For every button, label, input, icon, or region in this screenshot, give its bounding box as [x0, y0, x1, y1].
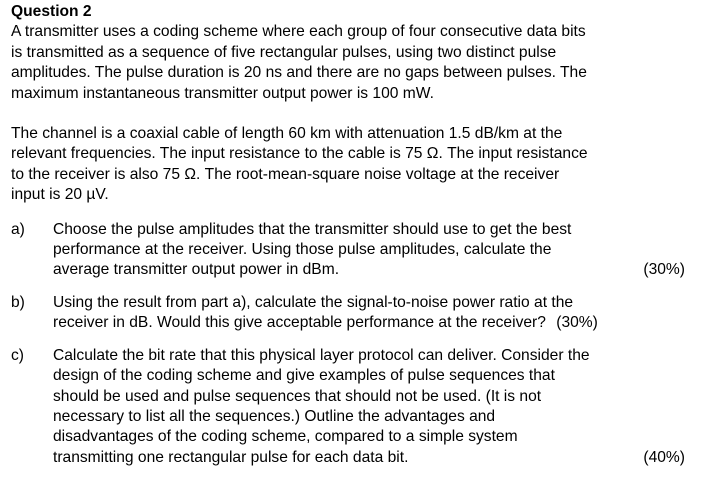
channel-line: to the receiver is also 75 Ω. The root-mean-square noise voltage at the receiver: [11, 165, 560, 183]
part-line: design of the coding scheme and give examples of pulse sequences that: [53, 367, 555, 385]
part-line: necessary to list all the sequences.) Outline the advantages and: [53, 407, 496, 425]
intro-line: A transmitter uses a coding scheme where each group of four consecutive data bits: [11, 23, 586, 41]
part-text: [53, 220, 701, 281]
part-line: Choose the pulse amplitudes that the transmitter should use to get the best: [53, 220, 572, 238]
part-a: [11, 220, 701, 281]
part-label: b): [11, 293, 25, 311]
part-c: [11, 346, 701, 468]
channel-paragraph: [11, 124, 701, 206]
part-line: should be used and pulse sequences that should not be used. (It is not: [53, 387, 542, 405]
channel-line: relevant frequencies. The input resistance to the cable is 75 Ω. The input resistance: [11, 145, 588, 163]
marks-badge: (30%): [556, 314, 598, 332]
marks-badge: (40%): [643, 448, 685, 466]
part-line: transmitting one rectangular pulse for each data bit.: [53, 448, 409, 466]
part-label: c): [11, 346, 24, 364]
question-parts: [11, 220, 701, 468]
part-line: disadvantages of the coding scheme, compared to a simple system: [53, 428, 518, 446]
intro-line: maximum instantaneous transmitter output power is 100 mW.: [11, 84, 434, 102]
marks-badge: (30%): [643, 261, 685, 279]
question-page: [11, 2, 701, 480]
part-line: Calculate the bit rate that this physical layer protocol can deliver. Consider the: [53, 346, 590, 364]
part-last-line: [53, 260, 701, 280]
part-label: a): [11, 220, 25, 238]
part-line: performance at the receiver. Using those pulse amplitudes, calculate the: [53, 241, 552, 259]
part-text: [53, 293, 701, 334]
intro-paragraph: [11, 22, 701, 104]
part-last-line: [53, 448, 701, 468]
channel-line: input is 20 µV.: [11, 186, 109, 204]
part-last-line: [53, 313, 701, 333]
intro-line: is transmitted as a sequence of five rectangular pulses, using two distinct pulse: [11, 43, 557, 61]
part-text: [53, 346, 701, 468]
intro-line: amplitudes. The pulse duration is 20 ns and there are no gaps between pulses. The: [11, 64, 587, 82]
part-line: receiver in dB. Would this give acceptable performance at the receiver?: [53, 314, 546, 332]
channel-line: The channel is a coaxial cable of length 60 km with attenuation 1.5 dB/km at the: [11, 125, 563, 143]
part-b: [11, 293, 701, 334]
part-line: Using the result from part a), calculate the signal-to-noise power ratio at the: [53, 293, 574, 311]
question-title: Question 2: [11, 3, 92, 20]
part-line: average transmitter output power in dBm.: [53, 261, 340, 279]
